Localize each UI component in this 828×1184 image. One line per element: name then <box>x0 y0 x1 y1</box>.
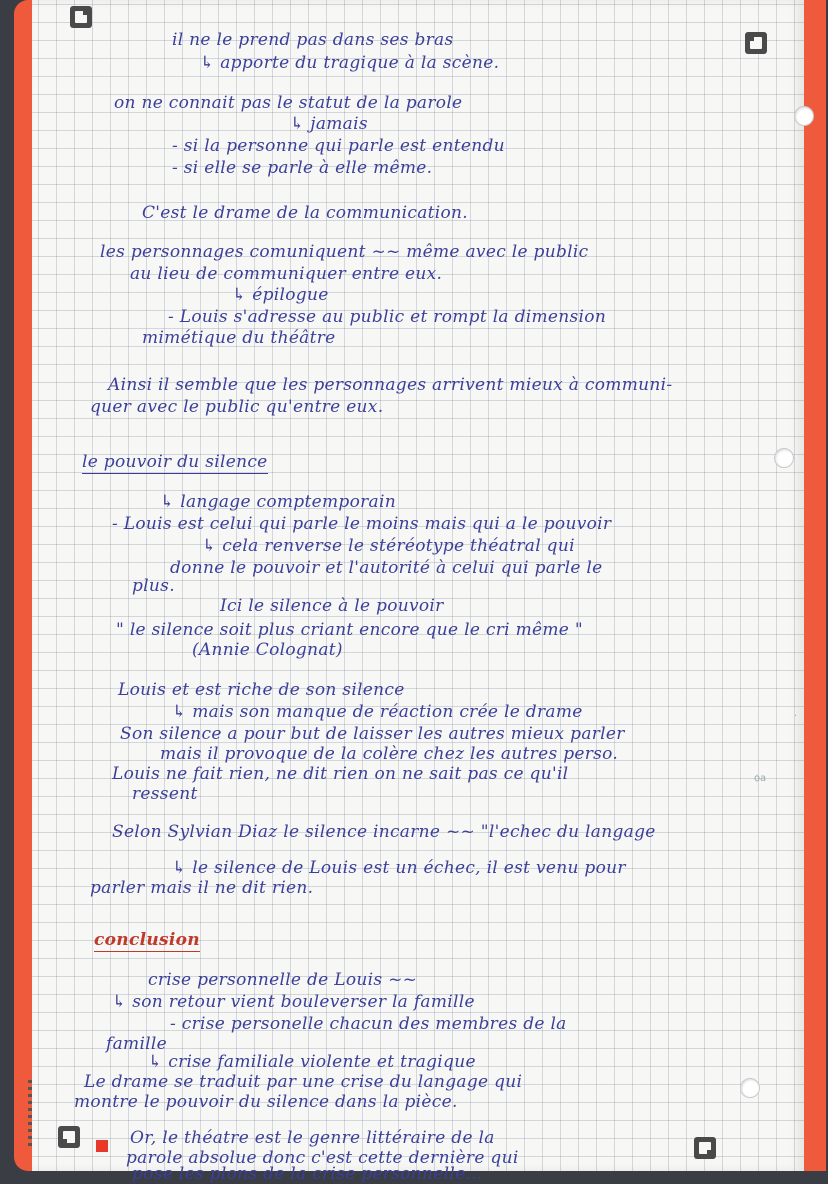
note-line: ↳ mais son manque de réaction crée le drame <box>172 702 583 722</box>
note-line: il ne le prend pas dans ses bras <box>172 30 454 50</box>
note-line: ↳ cela renverse le stéréotype théatral qui <box>202 536 575 556</box>
note-line: pose les plons de la crise personnelle... <box>132 1164 483 1184</box>
note-line: ↳ le silence de Louis est un échec, il est venu pour <box>172 858 626 878</box>
note-line: quer avec le public qu'entre eux. <box>90 397 384 417</box>
note-line: ↳ jamais <box>290 114 368 134</box>
red-square-mark <box>96 1140 108 1152</box>
note-line: - si elle se parle à elle même. <box>172 158 433 178</box>
note-line: Selon Sylvian Diaz le silence incarne ~~ "l'echec du langage <box>112 822 656 842</box>
note-line: mimétique du théâtre <box>142 328 336 348</box>
note-line: ↳ épilogue <box>232 285 329 305</box>
note-line: - crise personelle chacun des membres de la <box>170 1014 567 1034</box>
punch-hole <box>774 448 794 468</box>
note-line: (Annie Colognat) <box>192 640 343 660</box>
margin-smudge: ꟁa <box>754 773 767 784</box>
note-line: on ne connait pas le statut de la parole <box>114 93 463 113</box>
notebook-page <box>32 0 804 1184</box>
note-line: ↳ crise familiale violente et tragique <box>148 1052 476 1072</box>
note-line: Louis et est riche de son silence <box>118 680 405 700</box>
corner-marker-bottom-right <box>694 1137 716 1159</box>
note-line: C'est le drame de la communication. <box>142 203 468 223</box>
note-line: Or, le théatre est le genre littéraire de la <box>130 1128 495 1148</box>
punch-hole <box>740 1078 760 1098</box>
note-line: Louis ne fait rien, ne dit rien on ne sait pas ce qu'il <box>112 764 569 784</box>
note-line: Ici le silence à le pouvoir <box>220 596 444 616</box>
note-line: Ainsi il semble que les personnages arrivent mieux à communi- <box>108 375 673 395</box>
note-line: - Louis est celui qui parle le moins mais qui a le pouvoir <box>112 514 612 534</box>
note-line: famille <box>106 1034 168 1054</box>
note-line: montre le pouvoir du silence dans la pièce. <box>74 1092 458 1112</box>
note-line: ↳ langage comptemporain <box>160 492 396 512</box>
note-line: ↳ son retour vient bouleverser la famille <box>112 992 475 1012</box>
corner-marker-top-left <box>70 6 92 28</box>
note-line: parler mais il ne dit rien. <box>90 878 314 898</box>
note-line: ↳ apporte du tragique à la scène. <box>200 53 500 73</box>
note-line: - Louis s'adresse au public et rompt la dimension <box>168 307 607 327</box>
note-line: " le silence soit plus criant encore que le cri même " <box>116 620 583 640</box>
section-heading: le pouvoir du silence <box>82 452 268 472</box>
note-line: plus. <box>132 576 175 596</box>
note-line: Son silence a pour but de laisser les autres mieux parler <box>120 724 625 744</box>
note-line: au lieu de communiquer entre eux. <box>130 264 443 284</box>
note-line: mais il provoque de la colère chez les autres perso. <box>160 744 619 764</box>
corner-marker-bottom-left <box>58 1126 80 1148</box>
note-line: ressent <box>132 784 198 804</box>
note-line: les personnages comuniquent ~~ même avec le public <box>100 242 589 262</box>
note-line: donne le pouvoir et l'autorité à celui qui parle le <box>170 558 603 578</box>
margin-smudge: . <box>794 708 798 719</box>
corner-marker-top-right <box>745 32 767 54</box>
note-line: - si la personne qui parle est entendu <box>172 136 505 156</box>
punch-hole <box>794 106 814 126</box>
conclusion-heading: conclusion <box>94 930 200 950</box>
note-line: Le drame se traduit par une crise du langage qui <box>84 1072 523 1092</box>
note-line: crise personnelle de Louis ~~ <box>148 970 418 990</box>
note-line: parole absolue donc c'est cette dernière qui <box>126 1148 519 1168</box>
